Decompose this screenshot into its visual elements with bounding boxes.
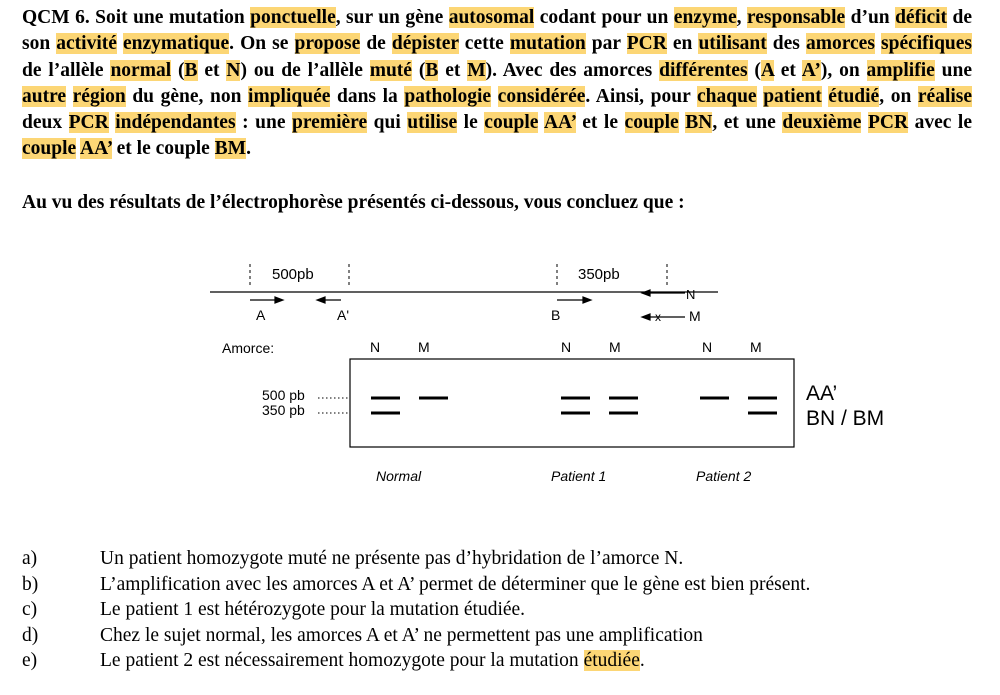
question-fragment: QCM 6. Soit une mutation	[22, 7, 251, 28]
highlighted-term: indépendantes	[115, 112, 236, 134]
question-fragment: de son	[22, 7, 972, 55]
highlighted-term: BN	[685, 112, 713, 134]
lane-label: N	[561, 339, 572, 355]
highlighted-term: B	[184, 59, 198, 81]
question-fragment: , sur un gène	[335, 7, 449, 28]
question-fragment: cette	[458, 33, 510, 55]
highlighted-term: AA’	[543, 112, 576, 134]
legend-bn-bm: BN / BM	[806, 407, 885, 430]
question-fragment: .	[246, 138, 251, 160]
answer-text: Chez le sujet normal, les amorces A et A’ ne permettent pas une amplification	[100, 624, 703, 646]
highlighted-term: M	[467, 59, 486, 81]
lane-label: N	[702, 339, 713, 355]
mismatch-x-label: x	[655, 310, 661, 324]
question-fragment	[861, 112, 868, 133]
legend-aa: AA’	[806, 382, 838, 405]
ladder-500-label: 500 pb	[262, 387, 305, 403]
answer-letter: c)	[22, 599, 38, 620]
question-fragment: , et une	[712, 112, 783, 134]
highlighted-term: PCR	[626, 33, 667, 55]
subject-label: Patient 1	[551, 468, 607, 484]
question-fragment: (	[747, 59, 761, 81]
ladder-350-label: 350 pb	[262, 402, 305, 418]
question-fragment: du gène, non	[125, 85, 249, 107]
highlighted-term: réalise	[917, 85, 973, 107]
question-fragment: et le couple	[111, 138, 215, 160]
lane-label: M	[418, 339, 430, 355]
highlighted-term: spécifiques	[881, 33, 973, 55]
highlighted-term: mutation	[509, 33, 586, 55]
question-fragment: d’un	[845, 7, 896, 28]
answer-text-end: .	[639, 650, 645, 671]
question-fragment: codant pour un	[534, 7, 674, 28]
question-text	[22, 5, 972, 163]
question-fragment: une	[934, 59, 973, 81]
question-fragment: et	[197, 59, 227, 81]
highlighted-term: responsable	[746, 7, 846, 28]
answer-text: Le patient 1 est hétérozygote pour la mutation étudiée.	[100, 599, 526, 620]
lane-label: M	[609, 339, 621, 355]
question-fragment: dans la	[330, 85, 405, 107]
highlighted-term: première	[292, 112, 368, 134]
question-fragment: : une	[235, 112, 293, 134]
highlighted-term: A	[760, 59, 774, 81]
answer-text-highlight: étudiée	[583, 650, 640, 671]
subject-label: Patient 2	[696, 468, 752, 484]
amorce-label: Amorce:	[222, 340, 275, 356]
highlighted-term: propose	[294, 33, 361, 55]
answer-item[interactable]	[22, 597, 982, 623]
highlighted-term: patient	[763, 85, 822, 107]
highlighted-term: N	[226, 59, 241, 81]
question-fragment	[66, 86, 73, 107]
primer-b-label: B	[551, 307, 561, 323]
highlighted-term: A’	[801, 59, 821, 81]
highlighted-term: utilise	[407, 112, 458, 134]
question-fragment: des	[766, 33, 806, 55]
highlighted-term: amplifie	[866, 59, 935, 81]
question-prompt: Au vu des résultats de l’électrophorèse présentés ci-dessous, vous concluez que :	[22, 192, 685, 213]
question-fragment: ,	[736, 7, 747, 28]
highlighted-term: deuxième	[782, 112, 862, 134]
primer-a-prime-label: A'	[337, 307, 350, 323]
size-label-500: 500pb	[272, 266, 314, 283]
highlighted-term: étudié	[828, 85, 880, 107]
question-fragment: et	[438, 59, 468, 81]
highlighted-term: PCR	[867, 112, 909, 134]
answer-item[interactable]	[22, 546, 982, 572]
highlighted-term: enzyme	[673, 7, 737, 28]
answer-text	[100, 648, 645, 674]
question-fragment: (	[411, 59, 426, 81]
question-fragment: qui	[367, 112, 408, 134]
question-fragment: et	[773, 59, 802, 81]
highlighted-term: normal	[110, 59, 172, 81]
highlighted-term: activité	[56, 33, 117, 55]
question-fragment	[491, 86, 498, 107]
highlighted-term: dépister	[391, 33, 459, 55]
gel-frame	[350, 359, 794, 447]
question-fragment: de l’allèle	[22, 59, 111, 81]
question-fragment: deux	[22, 112, 69, 134]
answer-item[interactable]	[22, 648, 982, 674]
subject-label: Normal	[376, 468, 422, 484]
answer-letter: e)	[22, 650, 38, 671]
highlighted-term: autre	[22, 85, 67, 107]
question-fragment: de	[360, 33, 392, 55]
highlighted-term: couple	[484, 112, 539, 134]
question-fragment: avec le	[908, 112, 973, 134]
highlighted-term: couple	[22, 138, 77, 160]
answer-text-main: Le patient 2 est nécessairement homozygote pour la mutation	[100, 650, 584, 671]
question-fragment: par	[585, 33, 627, 55]
primer-a-label: A	[256, 307, 266, 323]
highlighted-term: muté	[369, 59, 412, 81]
ladder-dots	[318, 398, 348, 413]
question-fragment: ) ou de l’allèle	[240, 59, 370, 81]
answer-letter: d)	[22, 624, 39, 646]
lane-label: M	[750, 339, 762, 355]
question-fragment: . Ainsi, pour	[585, 85, 697, 107]
highlighted-term: B	[425, 59, 439, 81]
highlighted-term: impliquée	[248, 85, 331, 107]
highlighted-term: couple	[624, 112, 679, 134]
highlighted-term: pathologie	[404, 85, 492, 107]
answer-text: Un patient homozygote muté ne présente pas d’hybridation de l’amorce N.	[100, 548, 684, 569]
highlighted-term: enzymatique	[122, 33, 230, 55]
question-fragment: , on	[879, 85, 918, 107]
gel-bands	[371, 398, 777, 413]
highlighted-term: région	[72, 85, 126, 107]
question-fragment: ), on	[820, 59, 867, 81]
question-fragment: en	[666, 33, 699, 55]
question-fragment: (	[171, 59, 185, 81]
highlighted-term: ponctuelle	[250, 7, 336, 28]
question-fragment: . On se	[229, 33, 295, 55]
primer-arrows	[250, 290, 685, 320]
question-fragment: ). Avec des amorces	[485, 59, 660, 81]
highlighted-term: AA’	[79, 138, 112, 160]
highlighted-term: BM	[214, 138, 247, 160]
electrophoresis-figure	[0, 255, 1000, 495]
highlighted-term: chaque	[696, 85, 757, 107]
answer-text: L’amplification avec les amorces A et A’ permet de déterminer que le gène est bien présent.	[100, 573, 811, 595]
highlighted-term: amorces	[805, 33, 875, 55]
answer-list	[22, 546, 982, 674]
highlighted-term: utilisant	[698, 33, 767, 55]
highlighted-term: PCR	[68, 112, 109, 134]
primer-n-label: N	[686, 287, 696, 302]
answer-item[interactable]	[22, 572, 982, 598]
size-label-350: 350pb	[578, 266, 620, 283]
answer-letter: a)	[22, 548, 38, 569]
question-fragment: le	[457, 112, 485, 134]
primer-m-label: M	[689, 308, 701, 324]
highlighted-term: différentes	[659, 59, 748, 81]
highlighted-term: autosomal	[448, 7, 535, 28]
answer-letter: b)	[22, 573, 39, 595]
question-fragment: et le	[575, 112, 625, 134]
highlighted-term: déficit	[895, 7, 948, 28]
lane-label: N	[370, 339, 381, 355]
highlighted-term: considérée	[497, 85, 586, 107]
answer-item[interactable]	[22, 623, 982, 649]
